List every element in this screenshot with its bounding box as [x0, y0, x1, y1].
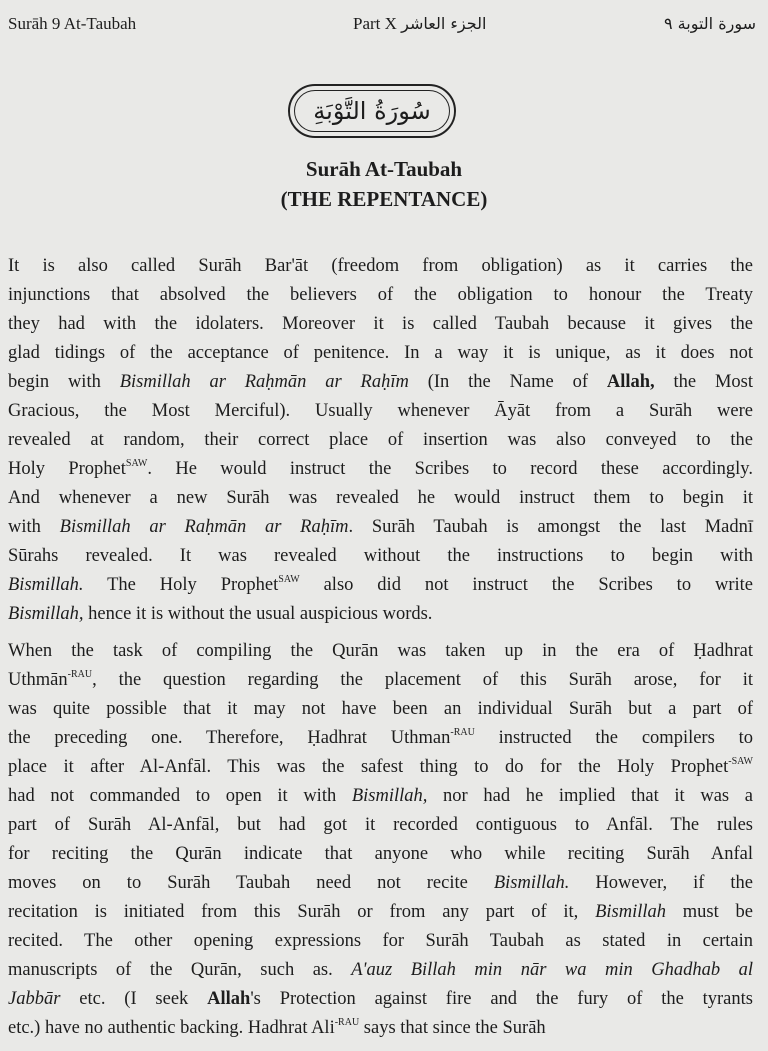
italic-term: Bismillah, [8, 604, 84, 624]
italic-term: Jabbār [8, 989, 61, 1009]
text-line: with Bismillah ar Raḥmān ar Raḥīm. Surāh Taubah is amongst the last Madnī [8, 517, 754, 537]
text-line: place it after Al-Anfāl. This was the safest thing to do for the Holy Prophet$^{-SAW}$ [8, 756, 753, 777]
text-line: Bismillah, hence it is without the usual auspicious words. [8, 604, 433, 624]
text-line: glad tidings of the acceptance of penitence. In a way it is unique, as it does not [8, 343, 753, 363]
text-line: part of Surāh Al-Anfāl, but had got it recorded contiguous to Anfāl. The rules [8, 815, 753, 835]
honorific-superscript: SAW [125, 458, 148, 469]
text-line: Uthmān$^{-RAU}$, the question regarding the placement of this Surāh arose, for it [8, 669, 753, 690]
text-line: had not commanded to open it with Bismillah, nor had he implied that it was a [8, 786, 753, 806]
italic-term: A'auz Billah min nār wa min Ghadhab al [351, 960, 753, 980]
surah-title-translation: (THE REPENTANCE) [280, 187, 488, 211]
text-line: And whenever a new Surāh was revealed he would instruct them to begin it [8, 488, 753, 508]
text-line: Sūrahs revealed. It was revealed without the instructions to begin with [8, 546, 753, 566]
text-line: manuscripts of the Qurān, such as. A'auz Billah min nār wa min Ghadhab al [8, 960, 753, 980]
text-line: moves on to Surāh Taubah need not recite Bismillah. However, if the [8, 873, 753, 893]
paragraph [8, 637, 753, 1043]
text-line: they had with the idolaters. Moreover it is called Taubah because it gives the [8, 314, 753, 334]
surah-title-name: Surāh At-Taubah [305, 157, 463, 181]
text-line: recitation is initiated from this Surāh or from any part of it, Bismillah must be [8, 902, 753, 922]
text-line: begin with Bismillah ar Raḥmān ar Raḥīm (In the Name of Allah, the Most [8, 372, 754, 392]
honorific-superscript: -RAU [450, 727, 475, 738]
italic-term: Bismillah ar Raḥmān ar Raḥīm [119, 372, 409, 392]
header-surah-arabic: سورة التوبة ٩ [664, 14, 756, 33]
italic-term: Bismillah [595, 902, 667, 922]
text-line: revealed at random, their correct place of insertion was also conveyed to the [8, 430, 753, 450]
cartouche-arabic-title: سُورَةُ التَّوْبَةِ [313, 97, 431, 125]
text-line: Jabbār etc. (I seek Allah's Protection against fire and the fury of the tyrants [8, 989, 753, 1009]
header-surah-label: Surāh 9 At-Taubah [8, 14, 137, 33]
honorific-superscript: -RAU [334, 1017, 360, 1028]
surah-title-cartouche [288, 84, 456, 138]
body-text [8, 252, 753, 1051]
honorific-superscript: -SAW [728, 756, 753, 767]
text-line: recited. The other opening expressions for Surāh Taubah as stated in certain [8, 931, 753, 951]
header-part-label [353, 14, 486, 34]
running-header [8, 14, 756, 40]
italic-term: Bismillah. [493, 873, 570, 893]
text-line: etc.) have no authentic backing. Hadhrat Ali$^{-RAU}$ says that since the Surāh [8, 1017, 546, 1038]
bold-term: Allah [207, 989, 251, 1009]
header-part-arabic: الجزء العاشر [401, 14, 487, 33]
text-line: Holy Prophet$^{SAW}$. He would instruct the Scribes to record these accordingly. [8, 458, 753, 479]
text-line: Gracious, the Most Merciful). Usually whenever Āyāt from a Surāh were [8, 401, 753, 421]
italic-term: Bismillah ar Raḥmān ar Raḥīm [59, 517, 349, 537]
text-line: the preceding one. Therefore, Ḥadhrat Uthman$^{-RAU}$ instructed the compilers to [8, 727, 754, 748]
paragraph [8, 252, 753, 629]
bold-term: Allah, [606, 372, 655, 392]
surah-title [0, 154, 768, 214]
text-line: Bismillah. The Holy Prophet$^{SAW}$ also did not instruct the Scribes to write [8, 574, 753, 595]
italic-term: Bismillah, [351, 786, 428, 806]
text-line: for reciting the Qurān indicate that anyone who while reciting Surāh Anfal [8, 844, 753, 864]
honorific-superscript: SAW [278, 574, 300, 585]
honorific-superscript: -RAU [67, 669, 93, 680]
italic-term: Bismillah. [8, 575, 84, 595]
text-line: was quite possible that it may not have been an individual Surāh but a part of [8, 699, 753, 719]
text-line: When the task of compiling the Qurān was taken up in the era of Ḥadhrat [8, 641, 753, 661]
text-line: It is also called Surāh Bar'āt (freedom from obligation) as it carries the [8, 256, 753, 276]
text-line: injunctions that absolved the believers of the obligation to honour the Treaty [8, 285, 753, 305]
header-part-latin: Part X [353, 14, 397, 33]
